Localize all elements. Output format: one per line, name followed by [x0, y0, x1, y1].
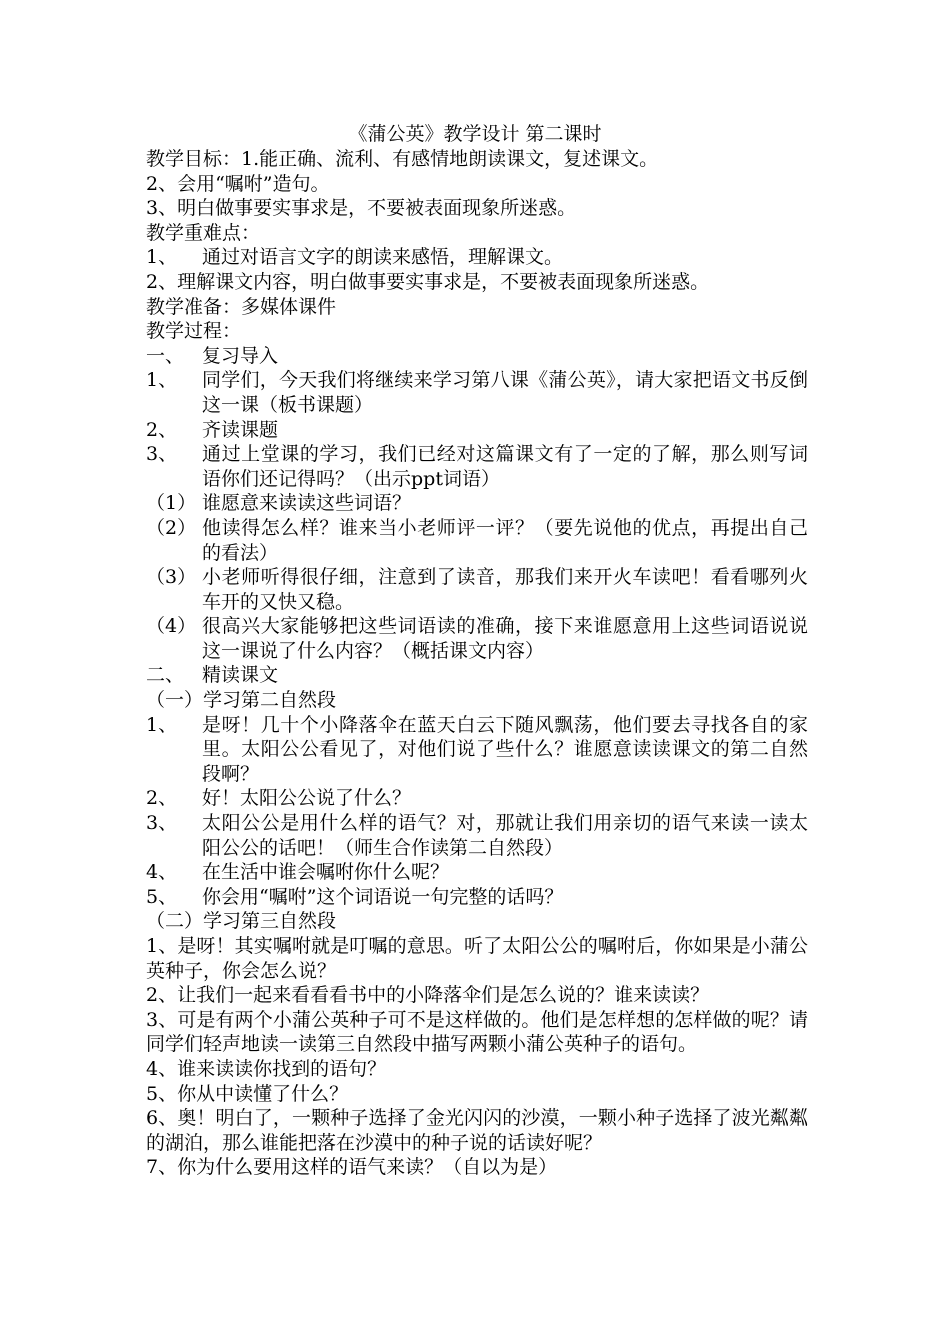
list-item	[146, 442, 808, 491]
item-number: 3、	[146, 812, 178, 835]
item-number: 4、	[146, 861, 178, 884]
item-number: 2、	[146, 418, 178, 441]
item-number: 5、	[146, 885, 178, 908]
item-text: 很高兴大家能够把这些词语读的准确，接下来谁愿意用上这些词语说说这一课说了什么内容？（概括课文内容）	[202, 615, 808, 662]
paragraph: 4、谁来读读你找到的语句？	[146, 1057, 387, 1080]
item-text: 同学们，今天我们将继续来学习第八课《蒲公英》，请大家把语文书反倒这一课（板书课题）	[202, 369, 808, 416]
item-text: 通过上堂课的学习，我们已经对这篇课文有了一定的了解，那么则写词语你们还记得吗？（出示ppt词语）	[202, 443, 808, 490]
item-text: 他读得怎么样？谁来当小老师评一评？（要先说他的优点，再提出自己的看法）	[202, 516, 808, 564]
item-number: 1、	[146, 369, 178, 392]
section-title: 精读课文	[202, 664, 279, 687]
item-text: 太阳公公是用什么样的语气？对，那就让我们用亲切的语气来读一读太阳公公的话吧！（师生合作读第二自然段）	[202, 812, 808, 859]
item-number: 2、	[146, 787, 178, 810]
item-number: （2）	[146, 516, 197, 539]
part-1-heading: （一）学习第二自然段	[146, 689, 337, 712]
key-point-1	[146, 245, 808, 270]
list-item	[146, 786, 808, 811]
item-number: （1）	[146, 492, 197, 515]
list-item	[146, 885, 808, 910]
part-2-heading: （二）学习第三自然段	[146, 910, 337, 933]
key-point-2: 2、理解课文内容，明白做事要实事求是，不要被表面现象所迷惑。	[146, 270, 710, 293]
key-points-heading: 教学重难点：	[146, 221, 261, 244]
process-heading: 教学过程：	[146, 320, 242, 343]
teaching-goal-3: 3、明白做事要实事求是，不要被表面现象所迷惑。	[146, 197, 577, 220]
sub-list-item	[146, 614, 808, 663]
item-text: 谁愿意来读读这些词语？	[202, 492, 412, 515]
item-text: 你会用“嘱咐”这个词语说一句完整的话吗？	[202, 885, 564, 908]
sub-list-item	[146, 565, 808, 614]
item-text: 是呀！几十个小降落伞在蓝天白云下随风飘荡，他们要去寻找各自的家里。太阳公公看见了，对他们说了些什么？谁愿意读读课文的第二自然段啊？	[202, 713, 808, 785]
section-1-heading	[146, 344, 808, 369]
paragraph: 5、你从中读懂了什么？	[146, 1082, 349, 1105]
section-title: 复习导入	[202, 344, 279, 367]
item-number: 1、	[146, 246, 178, 269]
item-text: 小老师听得很仔细，注意到了读音，那我们来开火车读吧！看看哪列火车开的又快又稳。	[202, 566, 808, 613]
paragraph: 7、你为什么要用这样的语气来读？（自以为是）	[146, 1156, 558, 1179]
list-item	[146, 811, 808, 860]
section-number: 二、	[146, 664, 185, 687]
list-item	[146, 418, 808, 443]
paragraph: 2、让我们一起来看看看书中的小降落伞们是怎么说的？谁来读读？	[146, 984, 710, 1007]
paragraph: 6、奥！明白了，一颗种子选择了金光闪闪的沙漠，一颗小种子选择了波光粼粼的湖泊，那么谁能把落在沙漠中的种子说的话读好呢？	[146, 1107, 808, 1154]
paragraph: 3、可是有两个小蒲公英种子可不是这样做的。他们是怎样想的怎样做的呢？请同学们轻声地读一读第三自然段中描写两颗小蒲公英种子的语句。	[146, 1008, 808, 1056]
paragraph: 1、是呀！其实嘱咐就是叮嘱的意思。听了太阳公公的嘱咐后，你如果是小蒲公英种子，你会怎么说？	[146, 935, 808, 982]
section-number: 一、	[146, 344, 185, 367]
sub-list-item	[146, 491, 808, 516]
item-number: 1、	[146, 713, 178, 736]
document-title: 《蒲公英》教学设计 第二课时	[348, 123, 602, 145]
list-item	[146, 860, 808, 885]
item-text: 齐读课题	[202, 418, 279, 441]
sub-list-item	[146, 516, 808, 565]
list-item	[146, 368, 808, 417]
item-text: 通过对语言文字的朗读来感悟，理解课文。	[202, 246, 564, 269]
item-number: （4）	[146, 615, 197, 638]
item-text: 好！太阳公公说了什么？	[202, 787, 412, 810]
document-body	[146, 147, 808, 1180]
section-2-heading	[146, 663, 808, 688]
teaching-goal-2: 2、会用“嘱咐”造句。	[146, 172, 330, 195]
preparation-line: 教学准备：多媒体课件	[146, 295, 337, 318]
teaching-goal-line: 教学目标：1.能正确、流利、有感情地朗读课文，复述课文。	[146, 148, 659, 170]
item-number: 3、	[146, 443, 178, 466]
item-number: （3）	[146, 566, 197, 589]
item-text: 在生活中谁会嘱咐你什么呢？	[202, 861, 450, 884]
list-item	[146, 713, 808, 787]
